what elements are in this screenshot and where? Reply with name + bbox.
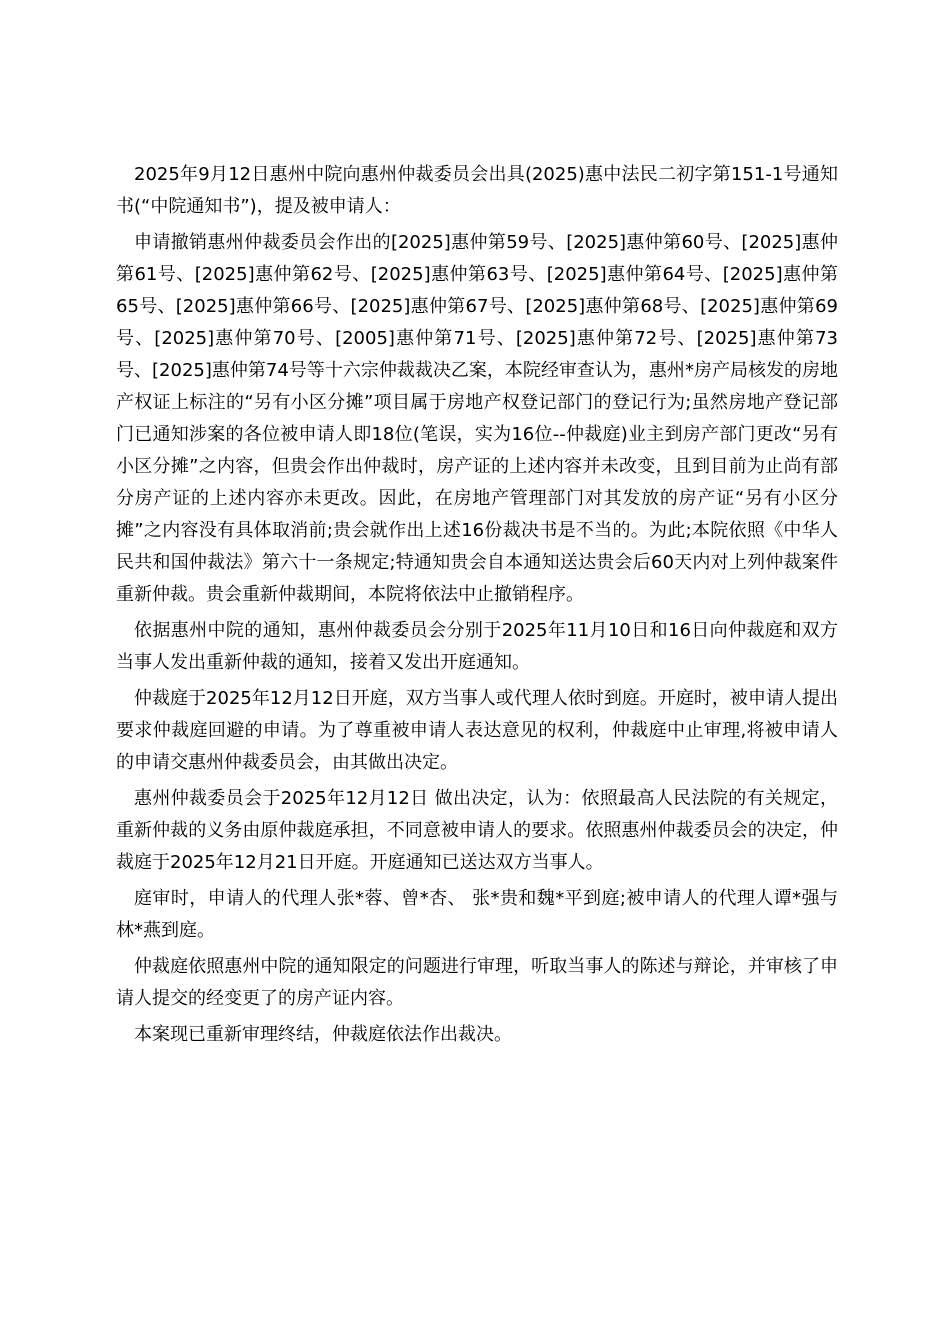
paragraph-court-notice: 申请撤销惠州仲裁委员会作出的[2025]惠仲第59号、[2025]惠仲第60号、[2025]惠仲第61号、[2025]惠仲第62号、[2025]惠仲第63号、[2025]惠仲第64号、[2025]惠仲第65号、[2025]惠仲第66号、[2025]惠仲第67号、[2025]惠仲第68号、[2025]惠仲第69号、[2025]惠仲第70号、[2005]惠仲第71号、[2025]惠仲第72号、[2025]惠仲第73号、[2025]惠仲第74号等十六宗仲裁裁决乙案，本院经审查认为，惠州*房产局核发的房地产权证上标注的“另有小区分摊”项目属于房地产权登记部门的登记行为;虽然房地产登记部门已通知涉案的各位被申请人即18位(笔误，实为16位--仲裁庭)业主到房产部门更改“另有小区分摊”之内容，但贵会作出仲裁时，房产证的上述内容并未改变，且到目前为止尚有部分房产证的上述内容亦未更改。因此，在房地产管理部门对其发放的房产证“另有小区分摊”之内容没有具体取消前;贵会就作出上述16份裁决书是不当的。为此;本院依照《中华人民共和国仲裁法》第六十一条规定;特通知贵会自本通知送达贵会后60天内对上列仲裁案件重新仲裁。贵会重新仲裁期间，本院将依法中止撤销程序。: [116, 232, 838, 605]
paragraph-rearbitration-notice: 依据惠州中院的通知，惠州仲裁委员会分别于2025年11月10日和16日向仲裁庭和双方当事人发出重新仲裁的通知，接着又发出开庭通知。: [116, 620, 838, 673]
paragraph-hearing-attendance: 庭审时，申请人的代理人张*蓉、曾*杏、 张*贵和魏*平到庭;被申请人的代理人谭*强与林*燕到庭。: [116, 888, 838, 941]
paragraph-committee-decision: 惠州仲裁委员会于2025年12月12日 做出决定，认为：依照最高人民法院的有关规定，重新仲裁的义务由原仲裁庭承担，不同意被申请人的要求。依照惠州仲裁委员会的决定，仲裁庭于2025年12月21日开庭。开庭通知已送达双方当事人。: [116, 788, 838, 873]
document-body: [116, 159, 838, 1055]
paragraph-conclusion: 本案现已重新审理终结，仲裁庭依法作出裁决。: [134, 1024, 512, 1045]
paragraph-notice-intro: 2025年9月12日惠州中院向惠州仲裁委员会出具(2025)惠中法民二初字第151-1号通知书(“中院通知书”)，提及被申请人：: [116, 164, 838, 217]
paragraph-first-hearing: 仲裁庭于2025年12月12日开庭，双方当事人或代理人依时到庭。开庭时，被申请人提出要求仲裁庭回避的申请。为了尊重被申请人表达意见的权利，仲裁庭中止审理,将被申请人的申请交惠州仲裁委员会，由其做出决定。: [116, 688, 838, 773]
paragraph-hearing-scope: 仲裁庭依照惠州中院的通知限定的问题进行审理，听取当事人的陈述与辩论，并审核了申请人提交的经变更了的房产证内容。: [116, 956, 838, 1009]
